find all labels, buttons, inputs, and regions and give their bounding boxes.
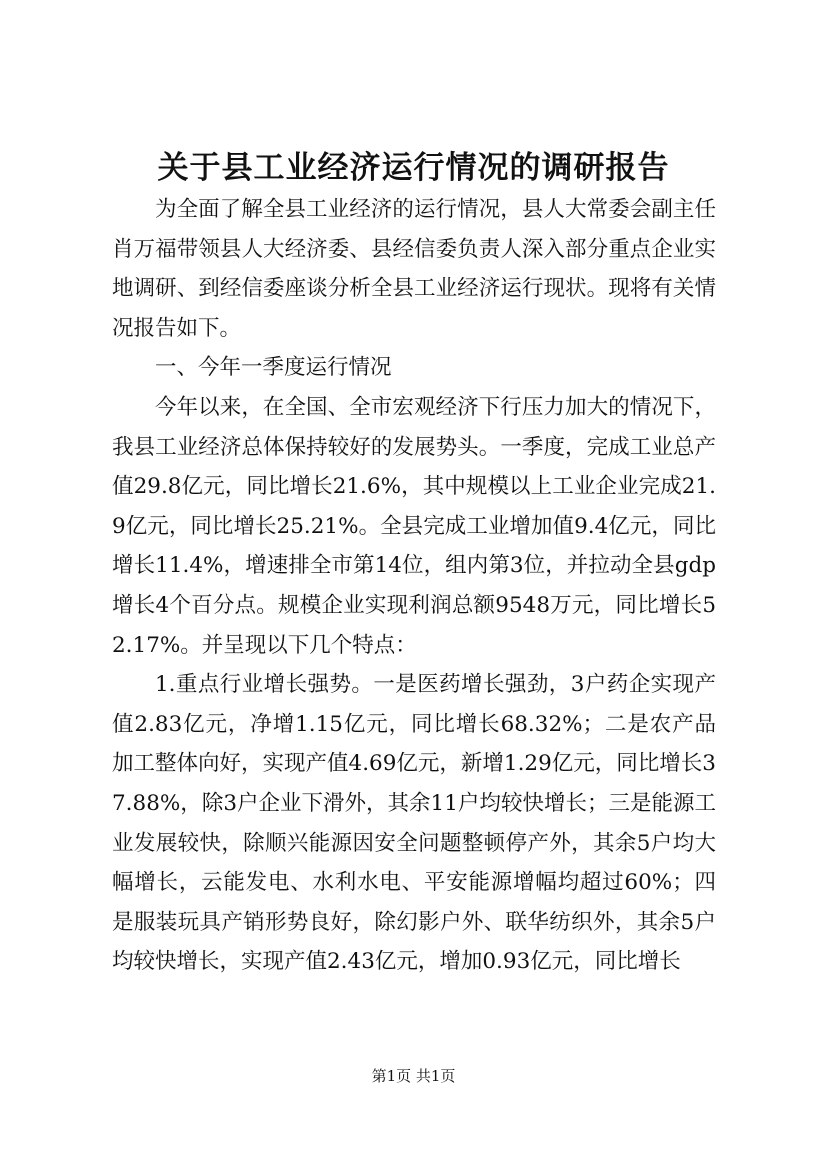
page-footer	[0, 1066, 827, 1086]
paragraph-overview: 今年以来，在全国、全市宏观经济下行压力加大的情况下，我县工业经济总体保持较好的发展势头。一季度，完成工业总产值29.8亿元，同比增长21.6%，其中规模以上工业企业完成21.9亿元，同比增长25.21%。全县完成工业增加值9.4亿元，同比增长11.4%，增速排全市第14位，组内第3位，并拉动全县gdp增长4个百分点。规模企业实现利润总额9548万元，同比增长52.17%。并呈现以下几个特点：	[112, 394, 716, 658]
document-title: 关于县工业经济运行情况的调研报告	[157, 150, 670, 186]
section-heading: 一、今年一季度运行情况	[155, 355, 392, 381]
page-number: 第1页 共1页	[371, 1067, 456, 1085]
document-body	[112, 190, 716, 982]
paragraph-industries: 1.重点行业增长强势。一是医药增长强劲，3户药企实现产值2.83亿元，净增1.15亿元，同比增长68.32%；二是农产品加工整体向好，实现产值4.69亿元，新增1.29亿元，同比增长37.88%，除3户企业下滑外，其余11户均较快增长；三是能源工业发展较快，除顺兴能源因安全问题整顿停产外，其余5户均大幅增长，云能发电、水利水电、平安能源增幅均超过60%；四是服装玩具产销形势良好，除幻影户外、联华纺织外，其余5户均较快增长，实现产值2.43亿元，增加0.93亿元，同比增长	[112, 672, 716, 975]
paragraph-intro: 为全面了解全县工业经济的运行情况，县人大常委会副主任肖万福带领县人大经济委、县经信委负责人深入部分重点企业实地调研、到经信委座谈分析全县工业经济运行现状。现将有关情况报告如下。	[112, 197, 716, 341]
